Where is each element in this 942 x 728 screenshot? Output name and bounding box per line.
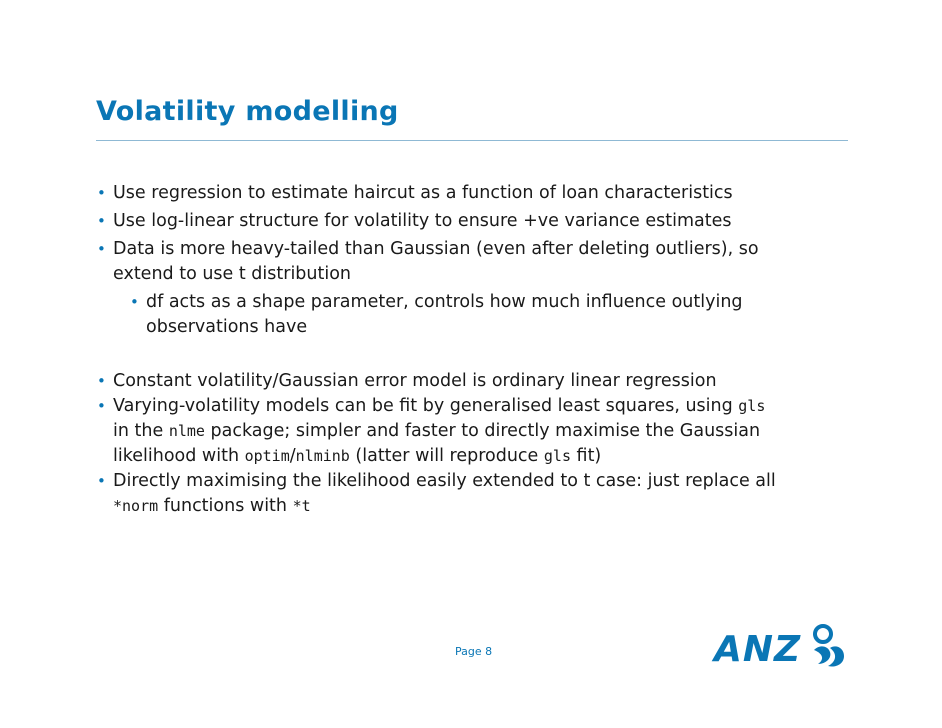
bullet-text: (latter will reproduce: [349, 446, 544, 466]
bullet-log-linear: [96, 209, 856, 234]
bullet-text: Directly maximising the likelihood easily extended to t case: just replace all: [113, 471, 776, 491]
anz-logo: [714, 624, 848, 670]
bullet-text: functions with: [158, 496, 293, 516]
anz-people-icon: [808, 624, 848, 670]
bullet-icon: •: [130, 293, 139, 311]
section-gap: [96, 343, 856, 369]
bullet-text: package; simpler and faster to directly maximise the Gaussian: [204, 421, 761, 441]
bullet-text: /: [289, 446, 296, 466]
sub-bullet-df-shape: [129, 290, 856, 340]
bullet-text-line2: observations have: [146, 317, 308, 337]
bullet-varying-volatility: [96, 394, 856, 469]
slide-title: Volatility modelling: [96, 96, 399, 127]
bullet-regression: [96, 181, 856, 206]
bullet-text: Constant volatility/Gaussian error model is ordinary linear regression: [113, 371, 717, 391]
title-divider: [96, 140, 848, 141]
code-t: *t: [292, 497, 311, 515]
bullet-text-line2: extend to use t distribution: [113, 264, 352, 284]
logo-text: ANZ: [714, 629, 802, 670]
code-gls: gls: [738, 397, 766, 415]
bullet-text: likelihood with: [113, 446, 245, 466]
bullet-heavy-tailed: [96, 237, 856, 287]
bullet-text: fit): [570, 446, 602, 466]
bullet-t-case: [96, 469, 856, 519]
bullet-constant-volatility: [96, 369, 856, 394]
bullet-icon: •: [97, 397, 106, 415]
code-optim: optim: [244, 447, 290, 465]
bullet-icon: •: [97, 472, 106, 490]
bullet-text-line1: Data is more heavy-tailed than Gaussian (even after deleting outliers), so: [113, 239, 759, 259]
bullet-icon: •: [97, 240, 106, 258]
code-norm: *norm: [113, 497, 159, 515]
bullet-text-line1: df acts as a shape parameter, controls how much influence outlying: [146, 292, 743, 312]
bullet-text: in the: [113, 421, 169, 441]
bullet-text: Use regression to estimate haircut as a function of loan characteristics: [113, 183, 733, 203]
bullet-text: Varying-volatility models can be fit by generalised least squares, using: [113, 396, 739, 416]
bullet-list: [96, 181, 856, 519]
page-number: Page 8: [455, 645, 493, 658]
bullet-icon: •: [97, 212, 106, 230]
bullet-text: Use log-linear structure for volatility to ensure +ve variance estimates: [113, 211, 732, 231]
code-nlminb: nlminb: [295, 447, 350, 465]
bullet-icon: •: [97, 372, 106, 390]
code-nlme: nlme: [168, 422, 205, 440]
code-gls: gls: [543, 447, 571, 465]
bullet-icon: •: [97, 184, 106, 202]
